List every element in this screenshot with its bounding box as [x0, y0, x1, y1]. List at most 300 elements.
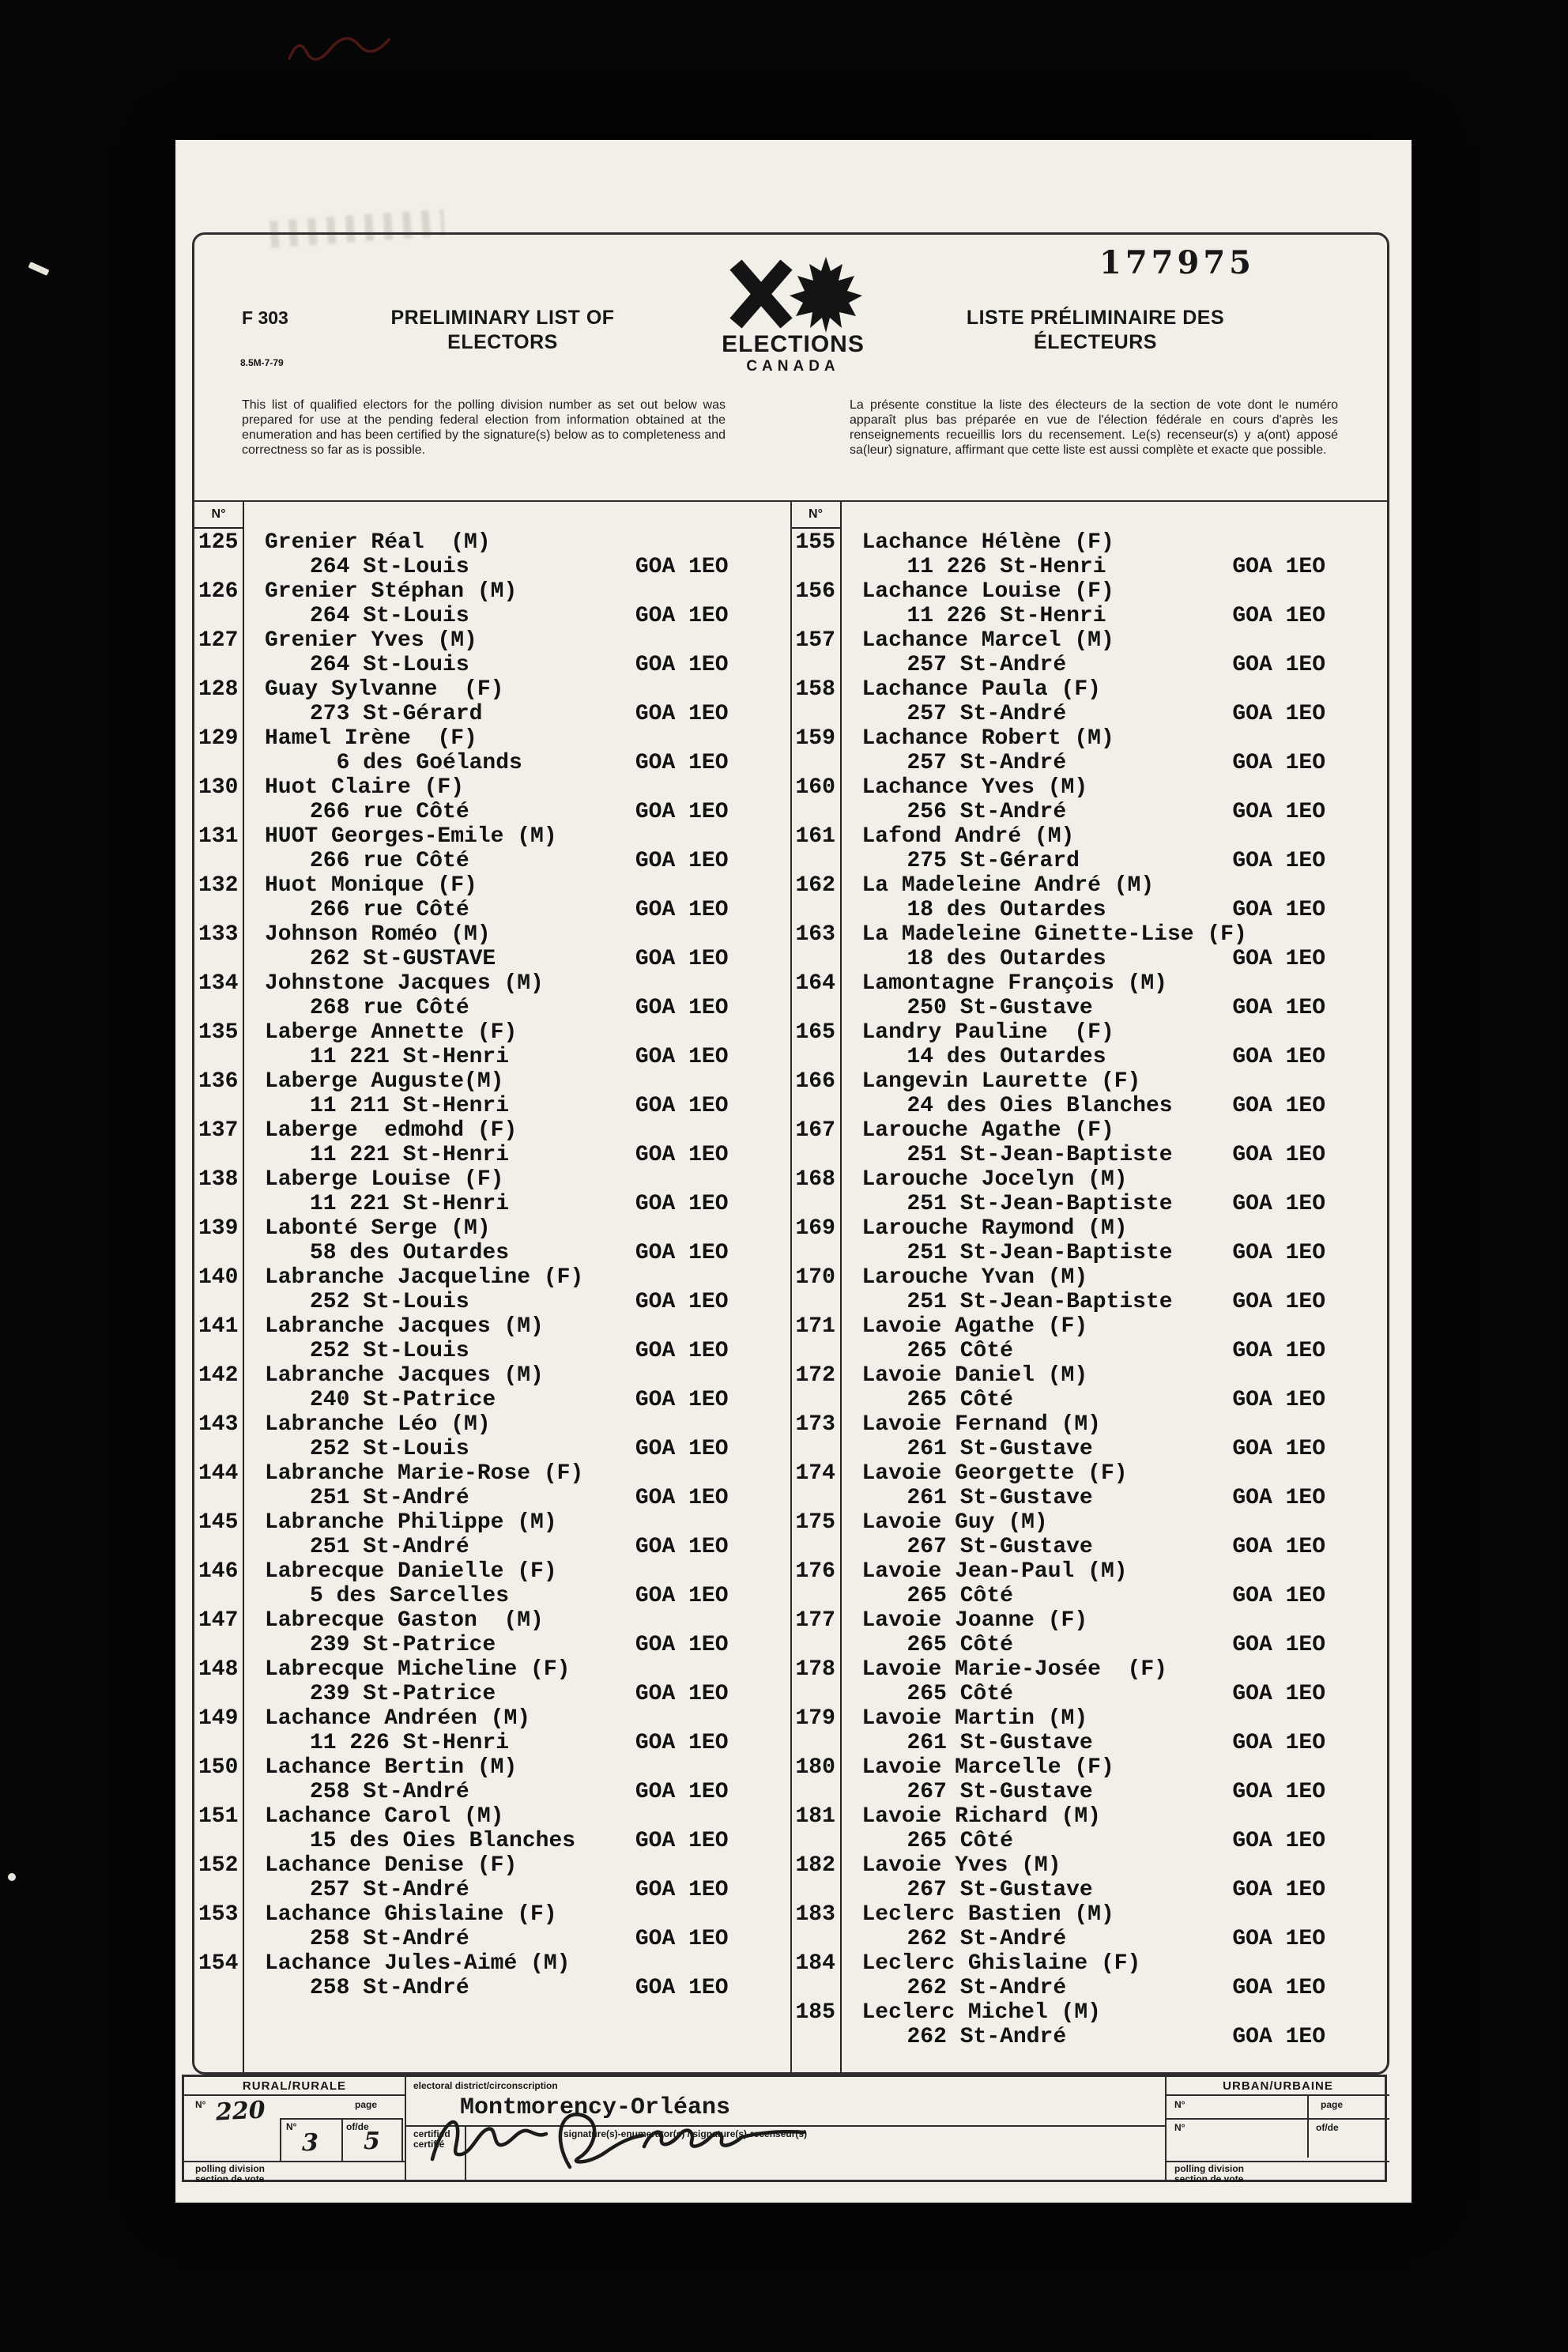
elector-number: 169 [795, 1216, 835, 1241]
elector-address-line [792, 800, 1388, 824]
elector-name-line [194, 873, 790, 898]
elector-entry [792, 873, 1388, 922]
elector-name-line [792, 1559, 1388, 1584]
elector-name-line [194, 677, 790, 702]
certified-en: certified [413, 2128, 450, 2139]
elector-postal-code: GOA 1EO [635, 1829, 729, 1853]
polling-division-en: polling division [195, 2163, 265, 2174]
elector-postal-code: GOA 1EO [1232, 1192, 1325, 1216]
polling-division-label-right [1174, 2164, 1244, 2184]
elector-entry [792, 1853, 1388, 1902]
elector-name-line [194, 1216, 790, 1241]
elector-number: 172 [795, 1363, 835, 1388]
elector-name-line [194, 1461, 790, 1486]
elector-address: 262 St-André [906, 2025, 1067, 2049]
elector-number: 162 [795, 873, 835, 898]
elector-name-line [792, 1706, 1388, 1731]
elector-number: 141 [198, 1314, 239, 1339]
elector-name-line [194, 1902, 790, 1927]
elector-name: Lavoie Yves (M) [861, 1853, 1061, 1878]
elector-number: 153 [198, 1902, 239, 1927]
district-name: Montmorency-Orléans [460, 2094, 731, 2121]
elector-name-line [792, 1853, 1388, 1878]
page-number-handwritten: 3 [302, 2129, 318, 2157]
elector-name-line [194, 1657, 790, 1682]
elector-address-line [792, 604, 1388, 628]
page-total-handwritten: 5 [364, 2128, 380, 2155]
elector-name: Lavoie Guy (M) [861, 1510, 1048, 1535]
elector-address-line [194, 1437, 790, 1461]
elector-name: Larouche Agathe (F) [861, 1118, 1114, 1143]
elector-name-line [194, 1412, 790, 1437]
elector-address: 257 St-André [310, 1878, 469, 1902]
elector-number: 181 [795, 1804, 835, 1829]
elector-postal-code: GOA 1EO [635, 751, 729, 775]
elector-name-line [194, 1118, 790, 1143]
elector-entry [194, 873, 790, 922]
elector-name-line [194, 726, 790, 751]
elector-number: 158 [795, 677, 835, 702]
elections-canada-logo [700, 255, 886, 375]
elector-postal-code: GOA 1EO [635, 1437, 729, 1461]
form-code: F 303 [242, 307, 288, 328]
elector-address: 5 des Sarcelles [310, 1584, 510, 1608]
elector-address-line [194, 1976, 790, 2000]
elector-postal-code: GOA 1EO [1232, 1731, 1325, 1755]
elector-number: 125 [198, 530, 239, 555]
elector-number: 176 [795, 1559, 835, 1584]
elector-number: 127 [198, 628, 239, 653]
elector-name-line [792, 824, 1388, 849]
elector-name: Guay Sylvanne (F) [265, 677, 504, 702]
elector-postal-code: GOA 1EO [1232, 800, 1325, 824]
elector-number: 145 [198, 1510, 239, 1535]
elector-name-line [194, 1804, 790, 1829]
elector-name: Lachance Jules-Aimé (M) [265, 1951, 571, 1976]
elector-postal-code: GOA 1EO [635, 1927, 729, 1951]
elector-entry [792, 971, 1388, 1020]
elector-address: 239 St-Patrice [310, 1682, 496, 1706]
elector-address: 267 St-Gustave [906, 1878, 1093, 1902]
elector-entry [194, 775, 790, 824]
elector-address: 267 St-Gustave [906, 1535, 1093, 1559]
elector-number: 175 [795, 1510, 835, 1535]
footer-certification-table [182, 2075, 1387, 2182]
elector-name: Huot Claire (F) [265, 775, 465, 800]
elector-address: 251 St-Jean-Baptiste [906, 1143, 1173, 1167]
elector-name-line [194, 1755, 790, 1780]
elector-entry [194, 1314, 790, 1363]
elector-name: Lachance Bertin (M) [265, 1755, 518, 1780]
elector-name: Leclerc Bastien (M) [861, 1902, 1114, 1927]
elector-postal-code: GOA 1EO [635, 1143, 729, 1167]
elector-name: Labranche Jacques (M) [265, 1363, 544, 1388]
elector-entry [194, 677, 790, 726]
elector-rows-left [194, 530, 790, 2000]
elector-number: 166 [795, 1069, 835, 1094]
elector-entry [792, 1755, 1388, 1804]
elector-number: 151 [198, 1804, 239, 1829]
electors-column-right [790, 502, 1388, 2072]
elector-number: 173 [795, 1412, 835, 1437]
elector-number: 156 [795, 579, 835, 604]
number-column-header: N° [792, 502, 840, 529]
elector-number: 185 [795, 2000, 835, 2025]
elector-name: Langevin Laurette (F) [861, 1069, 1141, 1094]
elector-name: Lavoie Martin (M) [861, 1706, 1088, 1731]
elector-address-line [792, 1780, 1388, 1804]
ofde-label: of/de [1316, 2122, 1339, 2133]
elector-number: 129 [198, 726, 239, 751]
elector-address: 251 St-André [310, 1535, 469, 1559]
electors-list [194, 500, 1387, 2072]
elector-name-line [792, 1216, 1388, 1241]
elector-postal-code: GOA 1EO [1232, 1045, 1325, 1069]
elector-name-line [792, 1755, 1388, 1780]
elector-number: 160 [795, 775, 835, 800]
elector-number: 137 [198, 1118, 239, 1143]
elector-name: Grenier Réal (M) [265, 530, 491, 555]
elector-name-line [792, 1804, 1388, 1829]
elector-number: 178 [795, 1657, 835, 1682]
elector-entry [194, 1363, 790, 1412]
elector-entry [792, 1069, 1388, 1118]
elector-name-line [194, 628, 790, 653]
elector-entry [194, 1510, 790, 1559]
elector-address: 257 St-André [906, 702, 1067, 726]
elector-name-line [194, 1510, 790, 1535]
elector-address: 267 St-Gustave [906, 1780, 1093, 1804]
elector-postal-code: GOA 1EO [635, 1339, 729, 1363]
elector-postal-code: GOA 1EO [635, 653, 729, 677]
elector-address-line [792, 653, 1388, 677]
elector-name: Lavoie Georgette (F) [861, 1461, 1128, 1486]
elector-address-line [792, 1584, 1388, 1608]
elector-address: 257 St-André [906, 751, 1067, 775]
elector-name-line [194, 1951, 790, 1976]
elector-number: 184 [795, 1951, 835, 1976]
elector-address-line [194, 653, 790, 677]
elector-number: 142 [198, 1363, 239, 1388]
elector-entry [792, 677, 1388, 726]
elector-name-line [792, 1363, 1388, 1388]
elector-address: 265 Côté [906, 1339, 1013, 1363]
elector-address-line [194, 1290, 790, 1314]
elector-entry [792, 1902, 1388, 1951]
elector-name-line [194, 1069, 790, 1094]
district-label: electoral district/circonscription [413, 2080, 558, 2091]
elector-entry [194, 824, 790, 873]
elector-address: 251 St-André [310, 1486, 469, 1510]
elector-postal-code: GOA 1EO [635, 1878, 729, 1902]
elector-address: 266 rue Côté [310, 849, 469, 873]
elector-postal-code: GOA 1EO [1232, 1829, 1325, 1853]
elector-postal-code: GOA 1EO [1232, 1486, 1325, 1510]
page-of-box [280, 2118, 403, 2162]
elector-entry [194, 971, 790, 1020]
no-label: N° [195, 2099, 206, 2110]
elector-address: 252 St-Louis [310, 1339, 469, 1363]
elector-entry [792, 1265, 1388, 1314]
elector-name: Lavoie Daniel (M) [861, 1363, 1088, 1388]
document-paper [175, 140, 1412, 2203]
elector-name-line [792, 922, 1388, 947]
elector-entry [194, 1461, 790, 1510]
elector-address-line [194, 947, 790, 971]
elector-name-line [792, 579, 1388, 604]
elector-address: 6 des Goélands [310, 751, 522, 775]
elector-name-line [792, 1412, 1388, 1437]
elector-entry [194, 1559, 790, 1608]
rural-label: RURAL/RURALE [184, 2077, 405, 2096]
elector-address-line [194, 800, 790, 824]
elector-number: 168 [795, 1167, 835, 1192]
elector-address-line [194, 1731, 790, 1755]
elector-number: 161 [795, 824, 835, 849]
elector-name: Leclerc Ghislaine (F) [861, 1951, 1141, 1976]
elector-entry [792, 1314, 1388, 1363]
elector-address: 266 rue Côté [310, 800, 469, 824]
elector-name: Laberge Auguste(M) [265, 1069, 504, 1094]
elector-entry [194, 1412, 790, 1461]
elector-address-line [792, 996, 1388, 1020]
elector-postal-code: GOA 1EO [635, 1731, 729, 1755]
footer-rule [1167, 2118, 1389, 2120]
elector-name: Grenier Stéphan (M) [265, 579, 518, 604]
elector-name: Lavoie Jean-Paul (M) [861, 1559, 1128, 1584]
elector-name-line [194, 1608, 790, 1633]
title-french-line1: LISTE PRÉLIMINAIRE DES [966, 307, 1225, 329]
elector-name: Lavoie Fernand (M) [861, 1412, 1101, 1437]
elector-name: Lavoie Marcelle (F) [861, 1755, 1114, 1780]
elector-address-line [194, 604, 790, 628]
footer-rule [1167, 2161, 1389, 2162]
elector-address-line [194, 1388, 790, 1412]
elector-address: 251 St-Jean-Baptiste [906, 1290, 1173, 1314]
elector-entry [194, 1069, 790, 1118]
elector-name: Lachance Andréen (M) [265, 1706, 531, 1731]
elector-entry [792, 922, 1388, 971]
elector-address-line [194, 1241, 790, 1265]
elector-address-line [194, 1486, 790, 1510]
elector-postal-code: GOA 1EO [635, 1584, 729, 1608]
page-label: page [355, 2099, 378, 2110]
elector-name-line [194, 1363, 790, 1388]
elector-name: Laberge Louise (F) [265, 1167, 504, 1192]
elector-name: Johnson Roméo (M) [265, 922, 491, 947]
elector-postal-code: GOA 1EO [1232, 1633, 1325, 1657]
elector-address-line [194, 1535, 790, 1559]
elector-address: 265 Côté [906, 1682, 1013, 1706]
elector-name: Labonté Serge (M) [265, 1216, 491, 1241]
elector-address: 275 St-Gérard [906, 849, 1080, 873]
maple-leaf-x-icon [718, 255, 869, 334]
scan-artifact-red-ink [285, 32, 403, 68]
elector-address-line [194, 849, 790, 873]
elector-postal-code: GOA 1EO [635, 996, 729, 1020]
elector-name-line [792, 1118, 1388, 1143]
elector-postal-code: GOA 1EO [1232, 1388, 1325, 1412]
elector-name: Leclerc Michel (M) [861, 2000, 1101, 2025]
elector-name: HUOT Georges-Emile (M) [265, 824, 557, 849]
elector-entry [792, 1167, 1388, 1216]
elector-number: 132 [198, 873, 239, 898]
elector-number: 163 [795, 922, 835, 947]
footer-divider [405, 2077, 406, 2180]
certified-fr: certifié [413, 2139, 445, 2150]
elector-postal-code: GOA 1EO [635, 898, 729, 922]
elector-name-line [792, 530, 1388, 555]
elector-address-line [792, 1829, 1388, 1853]
elector-address: 257 St-André [906, 653, 1067, 677]
enumerator-signature [421, 2096, 816, 2183]
elector-name: Hamel Irène (F) [265, 726, 477, 751]
elector-name: Larouche Yvan (M) [861, 1265, 1088, 1290]
elector-number: 140 [198, 1265, 239, 1290]
scan-artifact [8, 1873, 16, 1881]
elector-address-line [792, 702, 1388, 726]
elector-name-line [194, 1314, 790, 1339]
elector-name-line [792, 1314, 1388, 1339]
elector-name-line [792, 873, 1388, 898]
elector-name-line [792, 2000, 1388, 2025]
elector-name: Lachance Carol (M) [265, 1804, 504, 1829]
elector-name-line [792, 1069, 1388, 1094]
elector-postal-code: GOA 1EO [635, 1486, 729, 1510]
signature-caption: signature(s)-enumerator(s) / signature(s)-recenseur(s) [564, 2128, 808, 2139]
elector-entry [792, 1363, 1388, 1412]
elector-address: 264 St-Louis [310, 555, 469, 579]
elector-address-line [194, 1143, 790, 1167]
elector-address: 14 des Outardes [906, 1045, 1106, 1069]
polling-division-label-left [195, 2164, 265, 2184]
elector-name-line [194, 1853, 790, 1878]
elector-address: 15 des Oies Blanches [310, 1829, 576, 1853]
elector-name: Labrecque Gaston (M) [265, 1608, 544, 1633]
elector-number: 133 [198, 922, 239, 947]
elector-name: Johnstone Jacques (M) [265, 971, 544, 996]
polling-division-number-handwritten: 220 [215, 2096, 266, 2127]
elector-address: 258 St-André [310, 1780, 469, 1804]
no-label: N° [1174, 2099, 1185, 2110]
elector-name-line [194, 971, 790, 996]
elector-address-line [792, 1437, 1388, 1461]
page-of-divider [341, 2120, 343, 2161]
elector-entry [792, 1559, 1388, 1608]
elector-address-line [792, 1143, 1388, 1167]
elector-address-line [194, 1584, 790, 1608]
elector-name-line [792, 1608, 1388, 1633]
elector-address-line [792, 1290, 1388, 1314]
elector-address: 261 St-Gustave [906, 1437, 1093, 1461]
elector-address: 264 St-Louis [310, 604, 469, 628]
title-french [937, 306, 1253, 355]
elector-number: 130 [198, 775, 239, 800]
elector-name: Lachance Paula (F) [861, 677, 1101, 702]
elector-address: 264 St-Louis [310, 653, 469, 677]
elector-name: Grenier Yves (M) [265, 628, 477, 653]
elector-entry [194, 922, 790, 971]
elector-number: 167 [795, 1118, 835, 1143]
elector-address: 262 St-André [906, 1976, 1067, 2000]
elector-entry [194, 1657, 790, 1706]
elector-entry [194, 1167, 790, 1216]
elector-address-line [792, 1535, 1388, 1559]
elector-postal-code: GOA 1EO [635, 1094, 729, 1118]
elector-address: 11 221 St-Henri [310, 1045, 510, 1069]
polling-division-fr: section de vote [195, 2173, 265, 2184]
elector-number: 134 [198, 971, 239, 996]
elector-address: 256 St-André [906, 800, 1067, 824]
elector-entry [792, 1216, 1388, 1265]
elector-name: Labranche Marie-Rose (F) [265, 1461, 584, 1486]
elector-postal-code: GOA 1EO [635, 1388, 729, 1412]
elector-address: 265 Côté [906, 1584, 1013, 1608]
footer-rule [184, 2161, 405, 2162]
elector-address-line [792, 1045, 1388, 1069]
elector-rows-right [792, 530, 1388, 2049]
elector-postal-code: GOA 1EO [1232, 1927, 1325, 1951]
elector-address: 18 des Outardes [906, 898, 1106, 922]
elector-address: 258 St-André [310, 1927, 469, 1951]
elector-entry [792, 775, 1388, 824]
elector-name-line [792, 1902, 1388, 1927]
elector-postal-code: GOA 1EO [635, 849, 729, 873]
elector-postal-code: GOA 1EO [1232, 2025, 1325, 2049]
elector-address: 265 Côté [906, 1829, 1013, 1853]
elector-address-line [194, 898, 790, 922]
elector-number: 136 [198, 1069, 239, 1094]
elector-name: Larouche Jocelyn (M) [861, 1167, 1128, 1192]
elector-name: Lavoie Joanne (F) [861, 1608, 1088, 1633]
elector-name-line [792, 677, 1388, 702]
elector-entry [792, 1461, 1388, 1510]
elector-address: 251 St-Jean-Baptiste [906, 1192, 1173, 1216]
elector-address-line [792, 1731, 1388, 1755]
polling-division-fr: section de vote [1174, 2173, 1244, 2184]
elector-address: 265 Côté [906, 1388, 1013, 1412]
elector-address-line [194, 702, 790, 726]
elector-address-line [194, 1780, 790, 1804]
elector-name-line [194, 824, 790, 849]
logo-text-canada: CANADA [746, 358, 840, 375]
elector-name: Landry Pauline (F) [861, 1020, 1114, 1045]
elector-postal-code: GOA 1EO [1232, 1535, 1325, 1559]
elector-name-line [194, 579, 790, 604]
elector-name-line [194, 530, 790, 555]
elector-name-line [792, 628, 1388, 653]
elector-entry [792, 1706, 1388, 1755]
elector-entry [792, 628, 1388, 677]
elector-address-line [194, 1339, 790, 1363]
elector-address: 11 221 St-Henri [310, 1143, 510, 1167]
elector-name: Labranche Jacqueline (F) [265, 1265, 584, 1290]
elector-number: 138 [198, 1167, 239, 1192]
elector-number: 164 [795, 971, 835, 996]
elector-address-line [792, 1192, 1388, 1216]
elector-number: 144 [198, 1461, 239, 1486]
elector-address: 273 St-Gérard [310, 702, 483, 726]
elector-address: 18 des Outardes [906, 947, 1106, 971]
polling-division-en: polling division [1174, 2163, 1244, 2174]
elector-name-line [194, 775, 790, 800]
elector-address: 268 rue Côté [310, 996, 469, 1020]
logo-text-elections: ELECTIONS [722, 331, 865, 357]
elector-name: Lavoie Agathe (F) [861, 1314, 1088, 1339]
elector-name: Lafond André (M) [861, 824, 1075, 849]
elector-address: 58 des Outardes [310, 1241, 510, 1265]
elector-entry [194, 1853, 790, 1902]
